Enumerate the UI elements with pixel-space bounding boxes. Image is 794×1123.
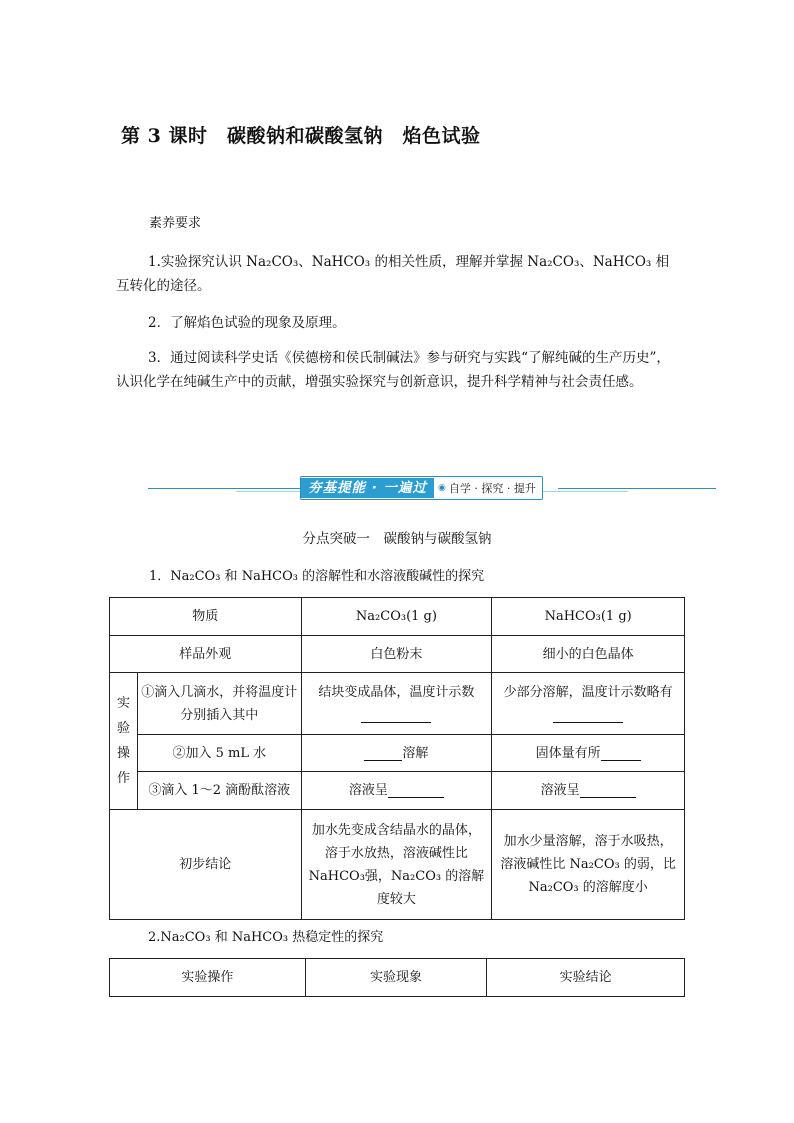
requirement-item-2: 2．了解焰色试验的现象及原理。 [148, 315, 346, 331]
header-na2co3: Na₂CO₃(1 g) [301, 598, 492, 636]
table-row [110, 735, 685, 772]
banner-sub-text: 自学 · 探究 · 提升 [448, 482, 536, 495]
answer-blank[interactable] [601, 746, 641, 761]
op1-na2co3: 结块变成晶体，温度计示数 [301, 673, 492, 735]
requirements-heading: 素养要求 [149, 216, 202, 231]
header-conclusion: 实验结论 [487, 959, 685, 997]
header-substance: 物质 [110, 598, 302, 636]
question-2-heading: 2.Na₂CO₃ 和 NaHCO₃ 热稳定性的探究 [148, 930, 384, 945]
answer-blank[interactable] [364, 746, 402, 761]
answer-blank[interactable] [388, 783, 444, 798]
op3-na2co3: 溶液呈 [301, 772, 492, 810]
thermal-stability-table [109, 958, 685, 997]
answer-blank[interactable] [361, 708, 431, 723]
table-row [110, 636, 685, 673]
op3-label: ③滴入 1～2 滴酚酞溶液 [137, 772, 301, 810]
table-row [110, 810, 685, 920]
solubility-table [109, 597, 685, 920]
conclusion-na2co3: 加水先变成含结晶水的晶体，溶于水放热，溶液碱性比 NaHCO₃强，Na₂CO₃ 的溶解度较大 [301, 810, 492, 920]
answer-blank[interactable] [553, 708, 623, 723]
appearance-nahco3: 细小的白色晶体 [492, 636, 685, 673]
requirement-item-1: 1.实验探究认识 Na₂CO₃、NaHCO₃ 的相关性质，理解并掌握 Na₂CO₃、NaHCO₃ 相互转化的途径。 [116, 254, 670, 294]
appearance-na2co3: 白色粉末 [301, 636, 492, 673]
op2-na2co3: 溶解 [301, 735, 492, 772]
page-title: 第 3 课时 碳酸钠和碳酸氢钠 焰色试验 [121, 125, 481, 147]
header-phenomenon: 实验现象 [305, 959, 487, 997]
op3-nahco3: 溶液呈 [492, 772, 685, 810]
op1-nahco3: 少部分溶解，温度计示数略有 [492, 673, 685, 735]
op2-nahco3: 固体量有所 [492, 735, 685, 772]
section-banner [148, 474, 716, 502]
banner-box [300, 476, 543, 500]
op1-label: ①滴入几滴水，并将温度计分别插入其中 [137, 673, 301, 735]
banner-dot-icon: ◉ [438, 483, 446, 493]
banner-line-right [558, 488, 716, 489]
requirement-item-3: 3．通过阅读科学史话《侯德榜和侯氏制碱法》参与研究与实践“了解纯碱的生产历史”，认识化学在纯碱生产中的贡献，增强实验探究与创新意识，提升科学精神与社会责任感。 [116, 350, 670, 390]
table-row [110, 772, 685, 810]
op2-label: ②加入 5 mL 水 [137, 735, 301, 772]
conclusion-label: 初步结论 [110, 810, 302, 920]
answer-blank[interactable] [580, 783, 636, 798]
question-1-heading: 1．Na₂CO₃ 和 NaHCO₃ 的溶解性和水溶液酸碱性的探究 [149, 569, 485, 584]
appearance-label: 样品外观 [110, 636, 302, 673]
experiment-group-label: 实 验 操 作 [110, 673, 138, 810]
header-nahco3: NaHCO₃(1 g) [492, 598, 685, 636]
table-row [110, 673, 685, 735]
banner-line-left [148, 488, 300, 489]
header-operation: 实验操作 [110, 959, 306, 997]
section-heading: 分点突破一 碳酸钠与碳酸氢钠 [302, 531, 492, 547]
banner-main-text: 夯基提能 · 一遍过 [301, 478, 434, 498]
conclusion-nahco3: 加水少量溶解，溶于水吸热，溶液碱性比 Na₂CO₃ 的弱，比 Na₂CO₃ 的溶解度小 [492, 810, 685, 920]
table-row [110, 598, 685, 636]
table-row [110, 959, 685, 997]
